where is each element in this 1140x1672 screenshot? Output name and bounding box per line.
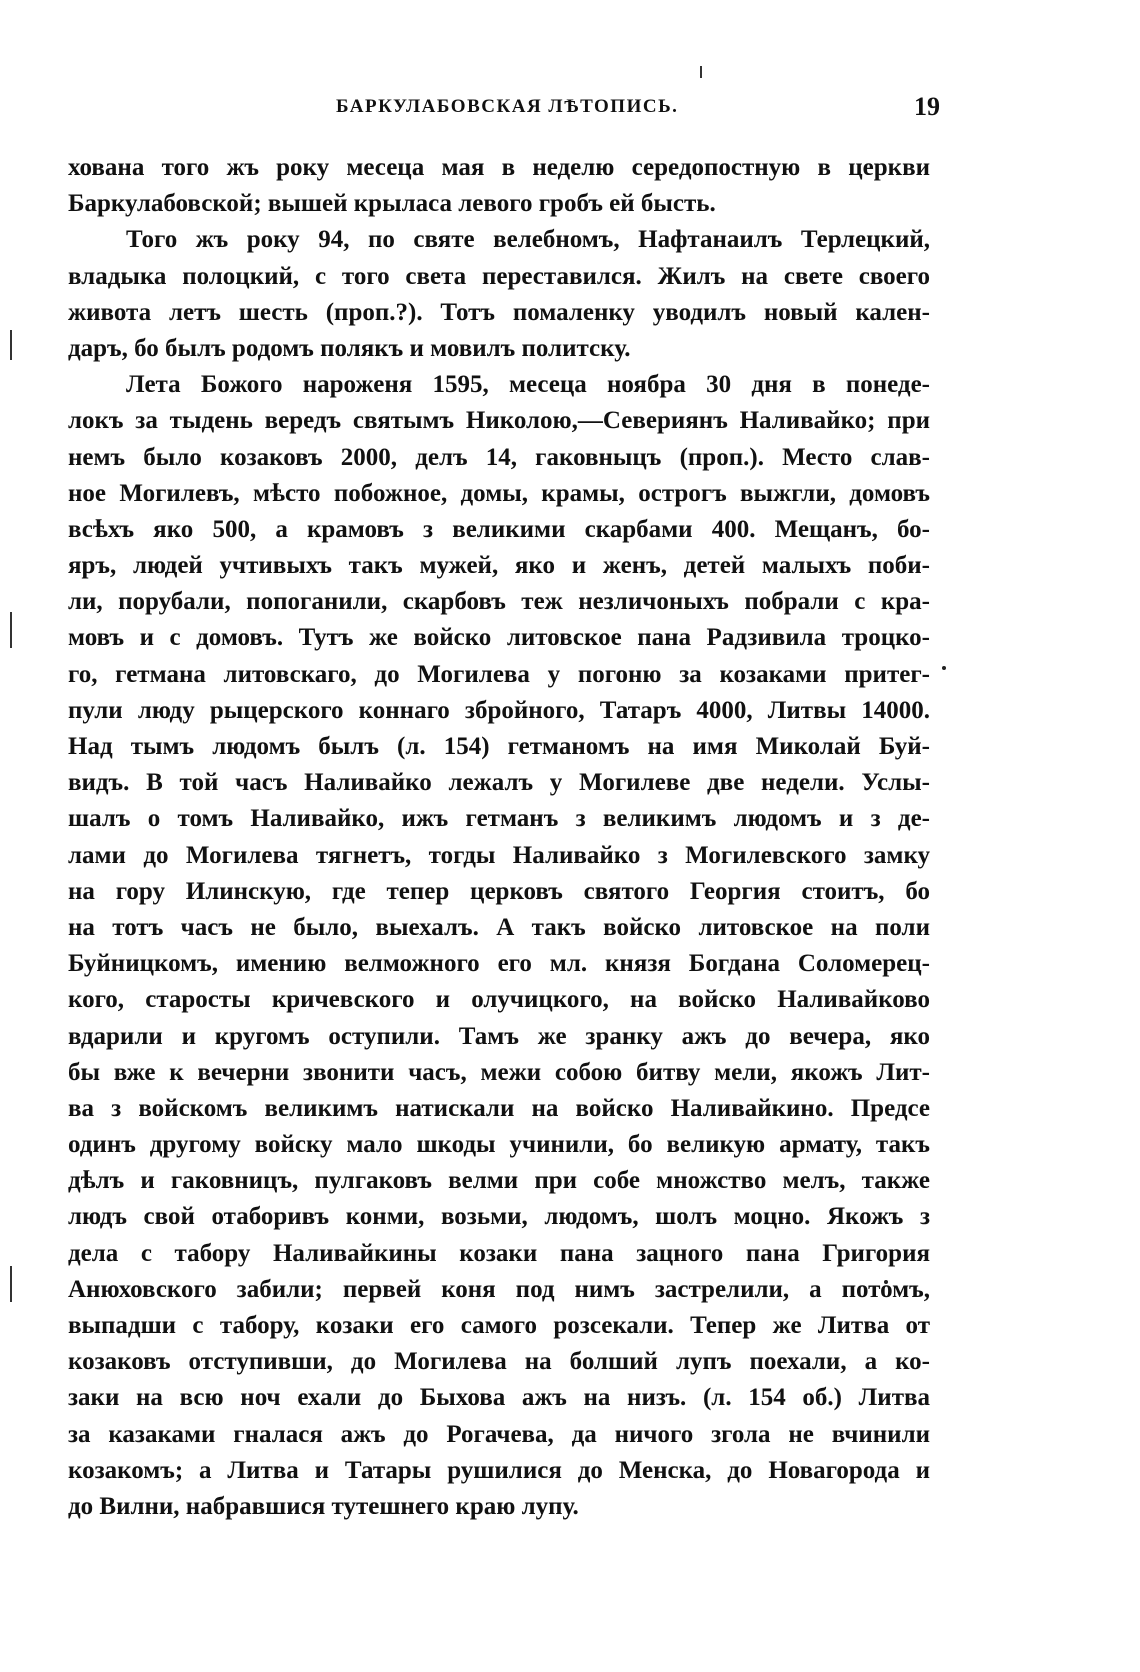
text-line: Анюховского забили; первей коня под нимъ застрелили, а потомъ,	[68, 1275, 930, 1303]
page-header	[60, 92, 940, 126]
scan-mark	[10, 330, 12, 360]
text-line: дѣлъ и гаковницъ, пулгаковъ велми при собе множство мелъ, также	[68, 1167, 930, 1195]
scan-speck	[942, 666, 946, 670]
text-line: Буйницкомъ, имению велможного его мл. князя Богдана Соломерец-	[68, 950, 930, 978]
text-line: всѣхъ яко 500, а крамовъ з великими скарбами 400. Мещанъ, бо-	[68, 515, 930, 543]
text-line: Над тымъ людомъ былъ (л. 154) гетманомъ на имя Миколай Буй-	[68, 733, 930, 760]
scan-mark	[700, 66, 702, 78]
text-line: хована того жъ року месеца мая в неделю середопостную в церкви	[68, 154, 930, 181]
text-line: го, гетмана литовскаго, до Могилева у погоню за козаками притег-	[68, 660, 930, 688]
text-line: за казаками гналася ажъ до Рогачева, да ничого згола не вчинили	[68, 1420, 930, 1448]
scan-mark	[10, 1266, 12, 1302]
text-line: одинъ другому войску мало шкоды учинили, бо великую армату, такъ	[68, 1131, 930, 1159]
text-line: вдарили и кругомъ оступили. Тамъ же зранку ажъ до вечера, яко	[68, 1022, 930, 1050]
text-line: козакомъ; а Литва и Татары рушилися до Менска, до Новагорода и	[68, 1456, 930, 1484]
text-line: мовъ и с домовъ. Тутъ же войско литовское пана Радзивила троцко-	[68, 624, 930, 652]
text-line: ное Могилевъ, мѣсто побожное, домы, крамы, острогъ выжгли, домовъ	[68, 479, 930, 507]
body-text	[68, 150, 930, 1525]
text-line: лами до Могилева тягнетъ, тогды Наливайко з Могилевского замку	[68, 841, 930, 869]
text-line: локъ за тыдень вередъ святымъ Николою,—Севериянъ Наливайко; при	[68, 407, 930, 435]
text-line: до Вилни, набравшися тутешнего краю лупу.	[68, 1492, 579, 1520]
text-line: ва з войскомъ великимъ натискали на войско Наливайкино. Предсе	[68, 1094, 930, 1122]
text-line: выпадши с табору, козаки его самого розсекали. Тепер же Литва от	[68, 1312, 930, 1339]
text-line: Лета Божого нароженя 1595, месеца ноябра 30 дня в понеде-	[126, 371, 930, 399]
text-line: на гору Илинскую, где тепер церковъ святого Георгия стоитъ, бо	[68, 877, 930, 905]
text-line: козаковъ отступивши, до Могилева на болший лупъ поехали, а ко-	[68, 1348, 930, 1376]
text-line: видъ. В той часъ Наливайко лежалъ у Могилеве две недели. Услы-	[68, 769, 930, 797]
text-line: кого, старосты кричевского и олучицкого, на войско Наливайково	[68, 986, 930, 1014]
text-line: пули люду рыцерского коннаго збройного, Татаръ 4000, Литвы 14000.	[68, 696, 930, 724]
text-line: владыка полоцкий, с того света переставился. Жилъ на свете своего	[68, 262, 930, 290]
running-title: БАРКУЛАБОВСКАЯ ЛѢТОПИСЬ.	[336, 96, 679, 117]
text-line: заки на всю ноч ехали до Быхова ажъ на низъ. (л. 154 об.) Литва	[68, 1384, 930, 1412]
text-line: бы вже к вечерни звонити часъ, межи собою битву мели, якожъ Лит-	[68, 1058, 930, 1086]
text-line: людъ свой отаборивъ конми, возьми, людомъ, шолъ моцно. Якожъ з	[68, 1203, 930, 1231]
text-line: немъ было козаковъ 2000, делъ 14, гаковныцъ (проп.). Место слав-	[68, 443, 930, 471]
text-line: живота летъ шесть (проп.?). Тотъ помаленку уводилъ новый кален-	[68, 298, 930, 326]
text-line: Того жъ року 94, по святе велебномъ, Нафтанаилъ Терлецкий,	[126, 226, 930, 254]
text-line: шалъ о томъ Наливайко, ижъ гетманъ з великимъ людомъ и з де-	[68, 805, 930, 833]
text-line: даръ, бо былъ родомъ полякъ и мовилъ политску.	[68, 334, 631, 362]
scan-mark	[10, 612, 12, 648]
text-line: яръ, людей учтивыхъ такъ мужей, яко и женъ, детей малыхъ поби-	[68, 552, 930, 580]
text-line: ли, порубали, попоганили, скарбовъ теж незличоныхъ побрали с кра-	[68, 588, 930, 616]
text-line: Баркулабовской; вышей крыласа левого гробъ ей бысть.	[68, 190, 716, 218]
text-line: дела с табору Наливайкины козаки пана зацного пана Григория	[68, 1239, 930, 1267]
page-number: 19	[914, 92, 940, 121]
text-line: на тотъ часъ не было, выехалъ. А такъ войско литовское на поли	[68, 913, 930, 941]
